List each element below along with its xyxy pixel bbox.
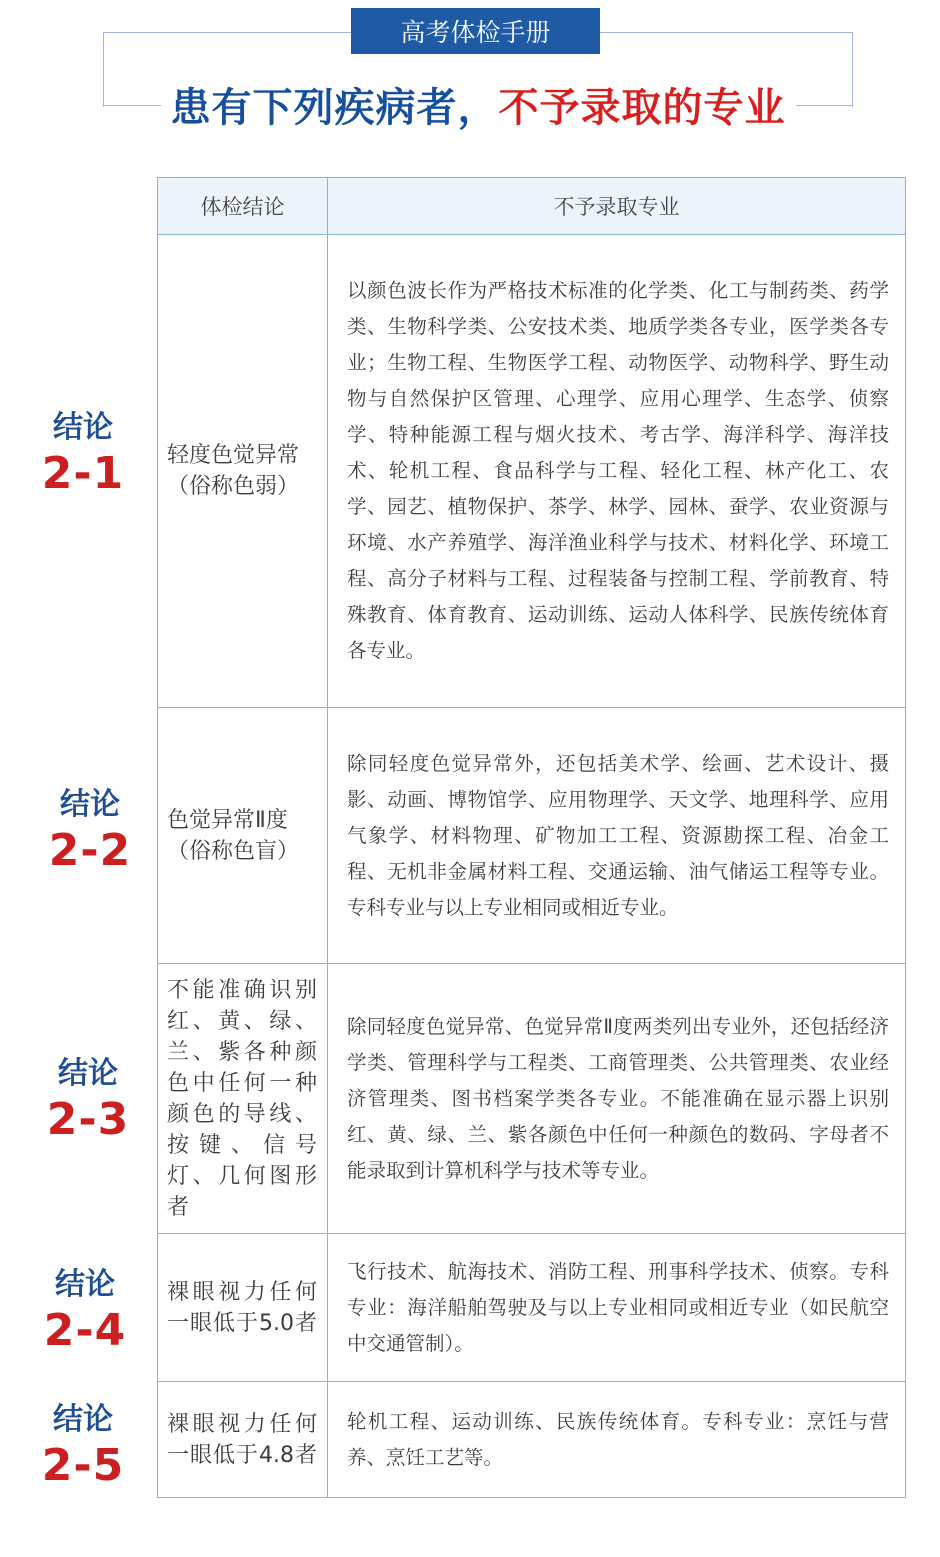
majors-cell: 除同轻度色觉异常、色觉异常Ⅱ度两类列出专业外，还包括经济学类、管理科学与工程类、工商管理类、公共管理类、农业经济管理类、图书档案学类各专业。不能准确在显示器上识别红、黄、绿、兰、紫各颜色中任何一种颜色的数码、字母者不能录取到计算机科学与技术等专业。 — [328, 964, 906, 1234]
conclusion-number: 2-4 — [43, 1305, 127, 1356]
conclusion-number: 2-3 — [46, 1094, 130, 1145]
condition-cell: 裸眼视力任何一眼低于5.0者 — [158, 1234, 328, 1382]
condition-cell: 轻度色觉异常（俗称色弱） — [158, 235, 328, 708]
table-row — [158, 235, 906, 708]
conclusion-number: 2-2 — [48, 825, 132, 876]
header-divider-right — [796, 105, 853, 106]
table-header-row — [158, 178, 906, 235]
conclusion-label-2-5 — [18, 1401, 148, 1493]
column-header-majors: 不予录取专业 — [328, 178, 906, 235]
table-row — [158, 1382, 906, 1498]
table-row — [158, 964, 906, 1234]
majors-cell: 除同轻度色觉异常外，还包括美术学、绘画、艺术设计、摄影、动画、博物馆学、应用物理学、天文学、地理科学、应用气象学、材料物理、矿物加工工程、资源勘探工程、冶金工程、无机非金属材料工程、交通运输、油气储运工程等专业。专科专业与以上专业相同或相近专业。 — [328, 708, 906, 964]
conclusion-title: 结论 — [60, 787, 120, 822]
admission-restriction-table — [157, 177, 906, 1498]
condition-cell: 裸眼视力任何一眼低于4.8者 — [158, 1382, 328, 1498]
conclusion-number: 2-5 — [41, 1440, 125, 1491]
condition-cell: 不能准确识别红、黄、绿、兰、紫各种颜色中任何一种颜色的导线、按键、信号灯、几何图形者 — [158, 964, 328, 1234]
conclusion-title: 结论 — [58, 1056, 118, 1091]
majors-cell: 飞行技术、航海技术、消防工程、刑事科学技术、侦察。专科专业：海洋船舶驾驶及与以上专业相同或相近专业（如民航空中交通管制）。 — [328, 1234, 906, 1382]
headline-part2: 不予录取的专业 — [498, 84, 786, 131]
conclusion-label-2-4 — [20, 1266, 150, 1358]
conclusion-label-2-3 — [23, 1055, 153, 1147]
conclusion-number: 2-1 — [41, 448, 125, 499]
column-header-conclusion: 体检结论 — [158, 178, 328, 235]
page-headline — [160, 74, 796, 134]
handbook-tag: 高考体检手册 — [351, 8, 600, 54]
majors-cell: 轮机工程、运动训练、民族传统体育。专科专业：烹饪与营养、烹饪工艺等。 — [328, 1382, 906, 1498]
conclusion-label-2-1 — [18, 409, 148, 501]
condition-cell: 色觉异常Ⅱ度（俗称色盲） — [158, 708, 328, 964]
majors-cell: 以颜色波长作为严格技术标准的化学类、化工与制药类、药学类、生物科学类、公安技术类、地质学类各专业，医学类各专业；生物工程、生物医学工程、动物医学、动物科学、野生动物与自然保护区管理、心理学、应用心理学、生态学、侦察学、特种能源工程与烟火技术、考古学、海洋科学、海洋技术、轮机工程、食品科学与工程、轻化工程、林产化工、农学、园艺、植物保护、茶学、林学、园林、蚕学、农业资源与环境、水产养殖学、海洋渔业科学与技术、材料化学、环境工程、高分子材料与工程、过程装备与控制工程、学前教育、特殊教育、体育教育、运动训练、运动人体科学、民族传统体育各专业。 — [328, 235, 906, 708]
conclusion-title: 结论 — [53, 410, 113, 445]
conclusion-title: 结论 — [53, 1402, 113, 1437]
headline-part1: 患有下列疾病者， — [170, 84, 499, 131]
table-row — [158, 1234, 906, 1382]
header-divider-left — [103, 105, 161, 106]
table-row — [158, 708, 906, 964]
conclusion-label-2-2 — [25, 786, 155, 878]
conclusion-title: 结论 — [55, 1267, 115, 1302]
